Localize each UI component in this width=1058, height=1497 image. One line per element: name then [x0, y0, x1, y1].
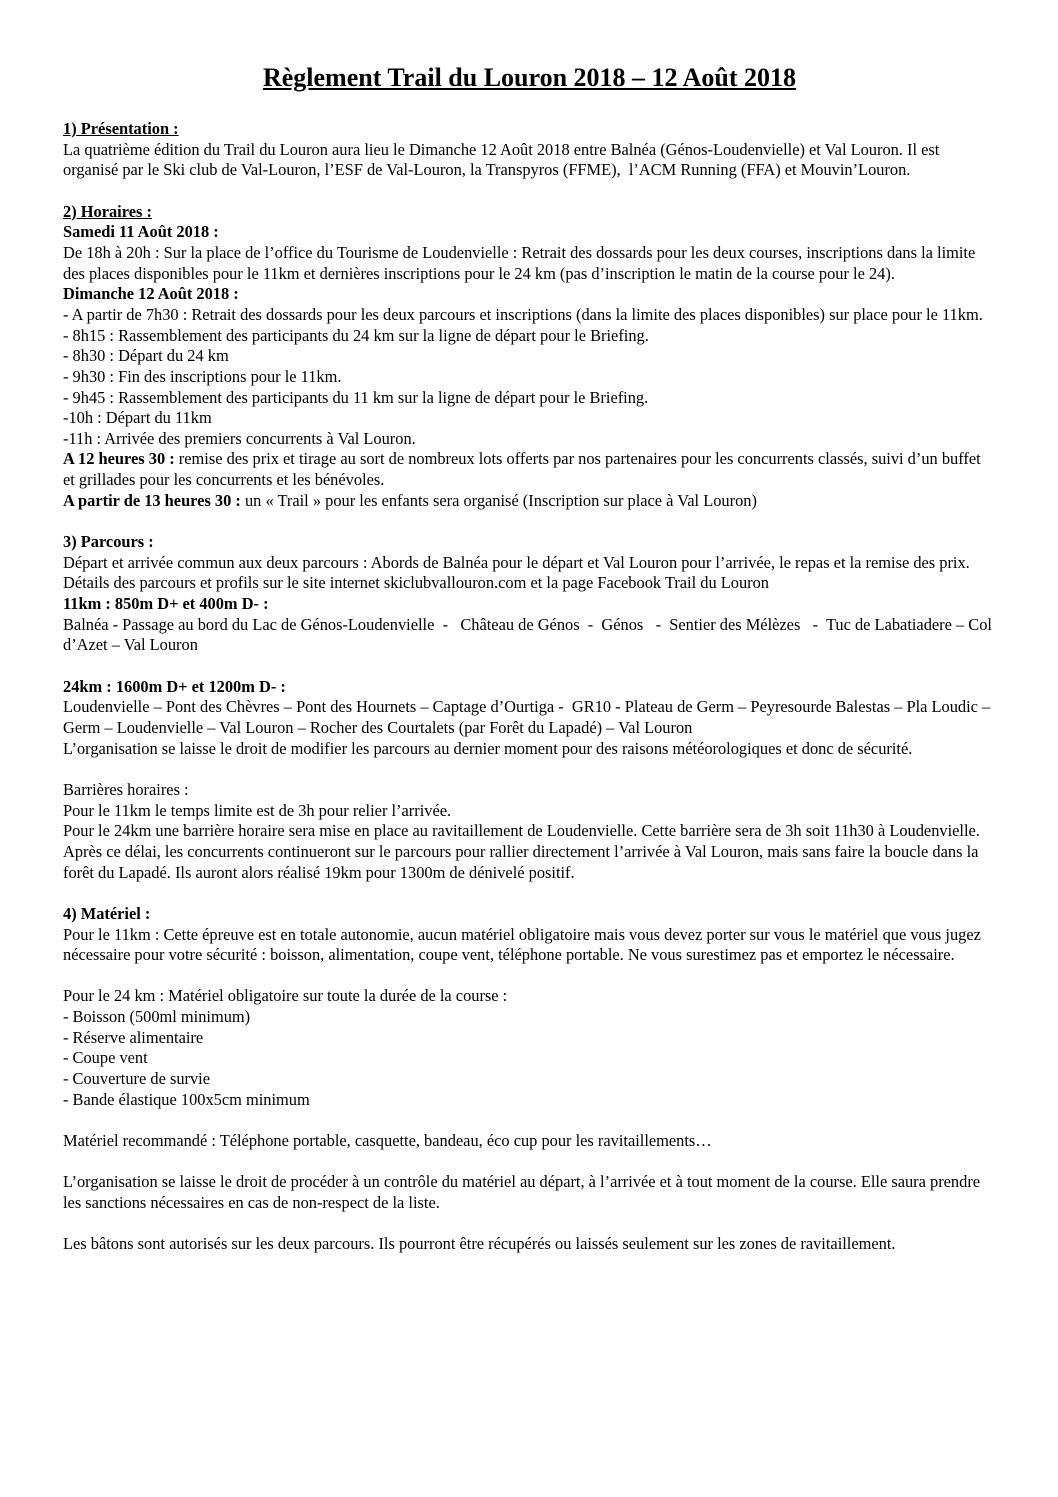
- course-24km-route: Loudenvielle – Pont des Chèvres – Pont des Hournets – Captage d’Ourtiga - GR10 - Plateau de Germ – Peyresourde Balestas – Pla Loudic – Germ – Loudenvielle – Val Louron – Rocher des Courtalets (par Forêt du Lapadé) – Val Louron: [63, 697, 995, 737]
- modification-note: L’organisation se laisse le droit de modifier les parcours au dernier moment pour des raisons météorologiques et donc de sécurité.: [63, 738, 913, 758]
- saturday-schedule: De 18h à 20h : Sur la place de l’office du Tourisme de Loudenvielle : Retrait des dossards pour les deux courses, inscriptions dans la limite des places disponibles pour le 11km et dernières inscriptions pour le 24 km (pas d’inscription le matin de la course pour le 24).: [63, 242, 980, 283]
- spacer: [63, 1110, 996, 1131]
- barrier-11km: Pour le 11km le temps limite est de 3h pour relier l’arrivée.: [63, 800, 452, 820]
- presentation-heading: 1) Présentation :: [63, 119, 179, 138]
- schedule-item: - 8h30 : Départ du 24 km: [63, 346, 229, 366]
- spacer: [63, 511, 996, 532]
- document-title: Règlement Trail du Louron 2018 – 12 Août 2018: [262, 63, 797, 92]
- materiel-24km-intro: Pour le 24 km : Matériel obligatoire sur toute la durée de la course :: [63, 986, 508, 1006]
- barrier-24km: Pour le 24km une barrière horaire sera mise en place au ravitaillement de Loudenvielle. Cette barrière sera de 3h soit 11h30 à Loudenvielle. Après ce délai, les concurrents continueront sur le parcours pour rallier directement l’arrivée à Val Louron, mais sans faire la boucle dans la forêt du Lapadé. Ils auront alors réalisé 19km pour 1300m de dénivelé positif.: [63, 821, 984, 882]
- section-materiel: [63, 904, 996, 1255]
- parcours-details: Détails des parcours et profils sur le site internet skiclubvallouron.com et la page Facebook Trail du Louron: [63, 573, 769, 593]
- spacer: [63, 883, 996, 904]
- section-presentation: [63, 119, 996, 181]
- schedule-item: - A partir de 7h30 : Retrait des dossards pour les deux parcours et inscriptions (dans la limite des places disponibles) sur place pour le 11km.: [63, 304, 983, 324]
- prize-text: remise des prix et tirage au sort de nombreux lots offerts par nos partenaires pour les concurrents classés, suivi d’un buffet et grillades pour les concurrents et les bénévoles.: [63, 449, 985, 490]
- prize-time-label: A 12 heures 30 :: [63, 449, 175, 469]
- course-11km-route: Balnéa - Passage au bord du Lac de Génos-Loudenvielle - Château de Génos - Génos - Sentier des Mélèzes - Tuc de Labatiadere – Col d’Azet – Val Louron: [63, 614, 997, 655]
- materiel-item: - Réserve alimentaire: [63, 1027, 204, 1047]
- spacer: [63, 966, 996, 987]
- parcours-heading: 3) Parcours :: [63, 532, 154, 552]
- kids-trail-text: un « Trail » pour les enfants sera organisé (Inscription sur place à Val Louron): [240, 490, 757, 510]
- spacer: [63, 656, 996, 677]
- sunday-subheading: Dimanche 12 Août 2018 :: [63, 284, 239, 304]
- materiel-11km: Pour le 11km : Cette épreuve est en totale autonomie, aucun matériel obligatoire mais vous devez porter sur vous le matériel que vous jugez nécessaire pour votre sécurité : boisson, alimentation, coupe vent, téléphone portable. Ne vous surestimez pas et emportez le nécessaire.: [63, 924, 986, 965]
- spacer: [63, 1152, 996, 1173]
- schedule-item: - 9h45 : Rassemblement des participants du 11 km sur la ligne de départ pour le Briefing.: [63, 387, 649, 407]
- time-barriers-heading: Barrières horaires :: [63, 779, 189, 799]
- schedule-item: - 8h15 : Rassemblement des participants du 24 km sur la ligne de départ pour le Briefing.: [63, 325, 649, 345]
- prize-ceremony-line: [63, 449, 996, 490]
- materiel-item: - Couverture de survie: [63, 1069, 211, 1089]
- materiel-item: - Coupe vent: [63, 1048, 148, 1068]
- kids-trail-label: A partir de 13 heures 30 :: [63, 490, 241, 510]
- course-24km-heading: 24km : 1600m D+ et 1200m D- :: [63, 676, 286, 696]
- presentation-body: La quatrième édition du Trail du Louron aura lieu le Dimanche 12 Août 2018 entre Balnéa (Génos-Loudenvielle) et Val Louron. Il est organisé par le Ski club de Val-Louron, l’ESF de Val-Louron, la Transpyros (FFME), l’ACM Running (FFA) et Mouvin’Louron.: [63, 139, 944, 180]
- section-horaires: [63, 202, 996, 512]
- schedule-item: -11h : Arrivée des premiers concurrents à Val Louron.: [63, 428, 416, 448]
- schedule-item: - 9h30 : Fin des inscriptions pour le 11km.: [63, 366, 342, 386]
- materiel-item: - Bande élastique 100x5cm minimum: [63, 1089, 310, 1109]
- materiel-controle: L’organisation se laisse le droit de procéder à un contrôle du matériel au départ, à l’arrivée et à tout moment de la course. Elle saura prendre les sanctions nécessaires en cas de non-respect de la liste.: [63, 1172, 985, 1212]
- horaires-heading: 2) Horaires :: [63, 201, 152, 221]
- parcours-intro: Départ et arrivée commun aux deux parcours : Abords de Balnéa pour le départ et Val Louron pour l’arrivée, le repas et la remise des prix.: [63, 552, 970, 572]
- spacer: [63, 759, 996, 780]
- batons-note: Les bâtons sont autorisés sur les deux parcours. Ils pourront être récupérés ou laissés seulement sur les zones de ravitaillement.: [63, 1234, 896, 1254]
- materiel-recommande: Matériel recommandé : Téléphone portable, casquette, bandeau, éco cup pour les ravitaillements…: [63, 1131, 712, 1151]
- spacer: [63, 181, 996, 202]
- schedule-item: -10h : Départ du 11km: [63, 408, 212, 428]
- section-parcours: [63, 532, 996, 883]
- spacer: [63, 1214, 996, 1235]
- course-11km-heading: 11km : 850m D+ et 400m D- :: [63, 594, 269, 614]
- kids-trail-line: [63, 491, 996, 512]
- saturday-subheading: Samedi 11 Août 2018 :: [63, 222, 219, 242]
- materiel-item: - Boisson (500ml minimum): [63, 1007, 251, 1027]
- materiel-heading: 4) Matériel :: [63, 903, 151, 923]
